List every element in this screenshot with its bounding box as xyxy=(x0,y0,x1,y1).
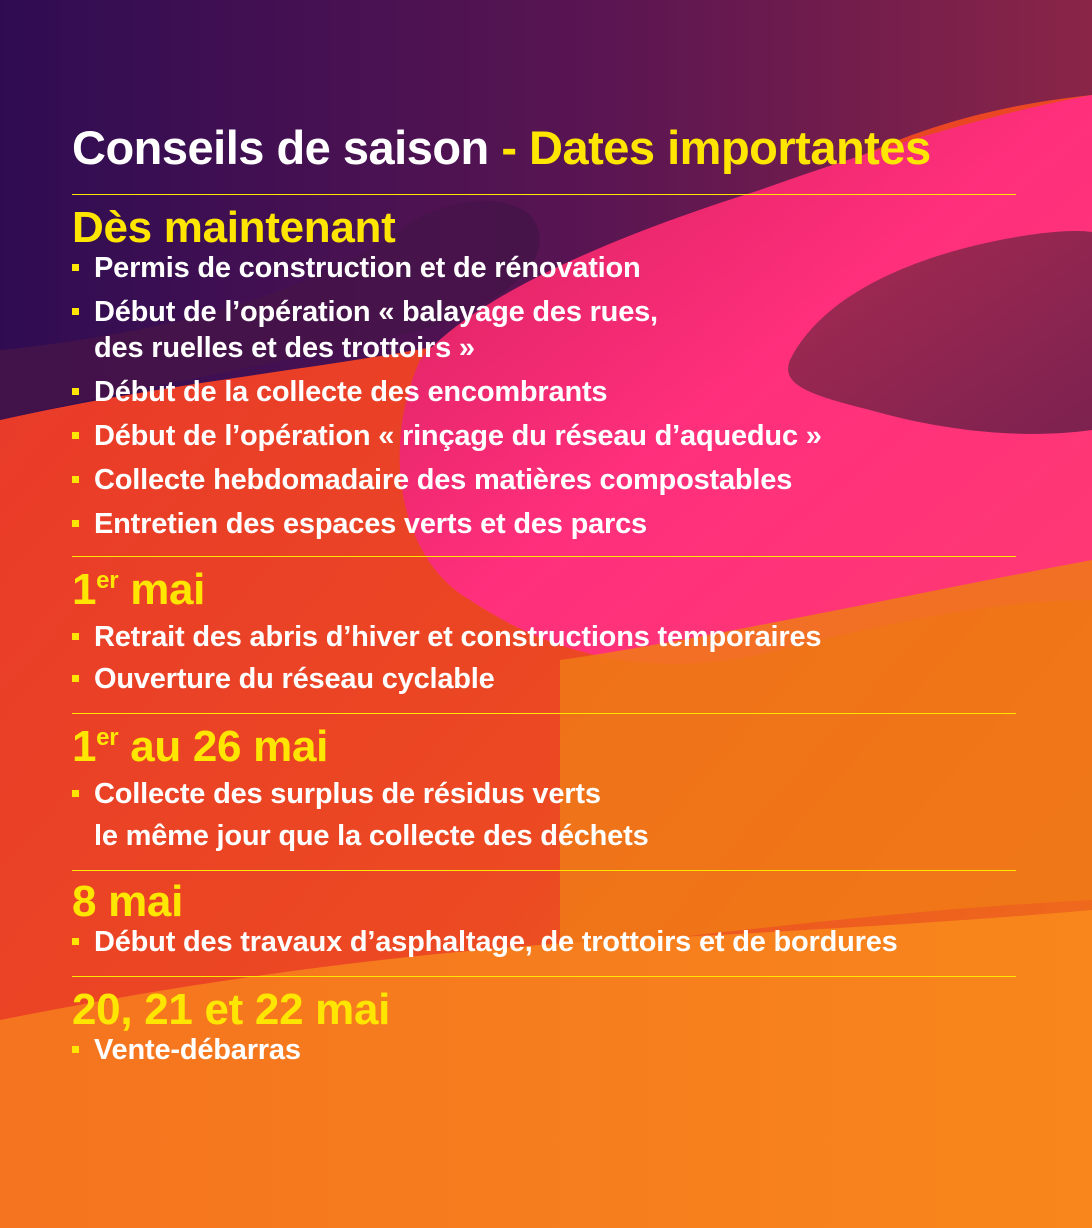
section-1er-au-26-mai xyxy=(72,722,1016,854)
item-text: Entretien des espaces verts et des parcs xyxy=(94,508,647,540)
bullet-icon xyxy=(72,432,79,439)
item-list xyxy=(72,1032,1016,1068)
divider xyxy=(72,194,1016,195)
section-heading: Dès maintenant xyxy=(72,203,396,252)
heading-rest: au 26 mai xyxy=(118,722,329,771)
item-text: Début de la collecte des encombrants xyxy=(94,376,608,408)
item-text: Collecte des surplus de résidus verts xyxy=(94,778,601,810)
item-list xyxy=(72,619,1016,697)
content xyxy=(72,120,1016,1068)
list-item xyxy=(72,374,1016,410)
divider xyxy=(72,713,1016,714)
item-list xyxy=(72,924,1016,960)
item-text: Permis de construction et de rénovation xyxy=(94,252,641,284)
list-item xyxy=(72,418,1016,454)
item-text: Collecte hebdomadaire des matières compostables xyxy=(94,464,793,496)
divider xyxy=(72,976,1016,977)
title-accent: Dates importantes xyxy=(529,121,931,174)
section-8-mai xyxy=(72,877,1016,960)
section-1er-mai xyxy=(72,565,1016,697)
list-item xyxy=(72,619,1016,655)
item-text: Début de l’opération « rinçage du réseau d’aqueduc » xyxy=(94,420,822,452)
title-main: Conseils de saison xyxy=(72,121,489,174)
bullet-icon xyxy=(72,388,79,395)
section-20-21-22-mai xyxy=(72,985,1016,1068)
item-text: Début de l’opération « balayage des rues, xyxy=(94,296,658,328)
bullet-icon xyxy=(72,938,79,945)
bullet-icon xyxy=(72,520,79,527)
section-heading xyxy=(72,722,1016,779)
bullet-icon xyxy=(72,1046,79,1053)
item-list xyxy=(72,250,1016,542)
item-text: le même jour que la collecte des déchets xyxy=(94,820,649,852)
heading-superscript: er xyxy=(96,567,119,594)
heading-number: 1 xyxy=(72,565,97,614)
bullet-icon xyxy=(72,790,79,797)
list-item xyxy=(72,776,1016,854)
section-des-maintenant xyxy=(72,203,1016,542)
bullet-icon xyxy=(72,675,79,682)
bullet-icon xyxy=(72,633,79,640)
heading-rest: mai xyxy=(118,565,206,614)
list-item xyxy=(72,294,1016,366)
list-item xyxy=(72,462,1016,498)
item-text: des ruelles et des trottoirs » xyxy=(94,332,475,364)
section-heading xyxy=(72,565,1016,622)
list-item xyxy=(72,506,1016,542)
bullet-icon xyxy=(72,476,79,483)
section-heading: 20, 21 et 22 mai xyxy=(72,985,391,1034)
item-text: Ouverture du réseau cyclable xyxy=(94,663,495,695)
section-heading: 8 mai xyxy=(72,877,184,926)
item-text: Vente-débarras xyxy=(94,1034,301,1066)
list-item xyxy=(72,1032,1016,1068)
item-text: Début des travaux d’asphaltage, de trottoirs et de bordures xyxy=(94,926,898,958)
title-separator: - xyxy=(488,121,530,174)
bullet-icon xyxy=(72,264,79,271)
item-list xyxy=(72,776,1016,854)
page-title xyxy=(72,120,1016,176)
list-item xyxy=(72,661,1016,697)
heading-superscript: er xyxy=(96,724,119,751)
list-item xyxy=(72,250,1016,286)
heading-number: 1 xyxy=(72,722,97,771)
bullet-icon xyxy=(72,308,79,315)
item-text: Retrait des abris d’hiver et constructions temporaires xyxy=(94,621,822,653)
divider xyxy=(72,870,1016,871)
divider xyxy=(72,556,1016,557)
list-item xyxy=(72,924,1016,960)
